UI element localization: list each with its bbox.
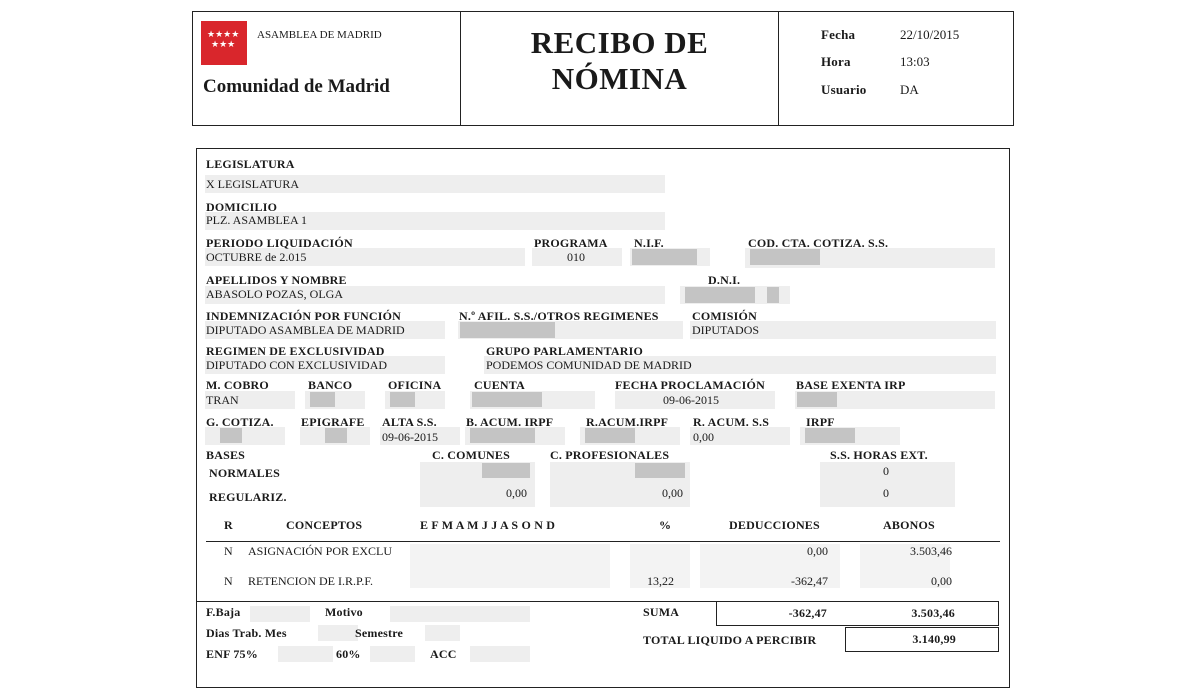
nif-label: N.I.F. bbox=[634, 236, 664, 250]
fbaja-label: F.Baja bbox=[206, 605, 241, 619]
horas-ext-label: S.S. HORAS EXT. bbox=[830, 448, 928, 462]
g-cotiza-label: G. COTIZA. bbox=[206, 415, 274, 429]
table-header-rule bbox=[206, 541, 1000, 542]
redacted-afiliacion bbox=[460, 322, 555, 338]
legislatura-value: X LEGISLATURA bbox=[206, 177, 299, 191]
c-comunes-value: 0,00 bbox=[506, 486, 527, 500]
indemnizacion-value: DIPUTADO ASAMBLEA DE MADRID bbox=[206, 323, 405, 337]
suma-label: SUMA bbox=[643, 605, 680, 619]
fecha-proclamacion-value: 09-06-2015 bbox=[663, 393, 719, 407]
suma-deducciones: -362,47 bbox=[788, 606, 827, 620]
header-divider bbox=[778, 12, 779, 125]
r-acum-ss-value: 0,00 bbox=[693, 430, 714, 444]
row-concepto: ASIGNACIÓN POR EXCLU bbox=[248, 544, 393, 558]
c-comunes-label: C. COMUNES bbox=[432, 448, 511, 462]
total-label: TOTAL LIQUIDO A PERCIBIR bbox=[643, 633, 817, 647]
redacted-base-exenta bbox=[797, 392, 837, 407]
hora-value: 13:03 bbox=[900, 54, 930, 69]
usuario-label: Usuario bbox=[821, 82, 867, 97]
regimen-label: REGIMEN DE EXCLUSIVIDAD bbox=[206, 344, 385, 358]
b-acum-irpf-label: B. ACUM. IRPF bbox=[466, 415, 554, 429]
pct60-label: 60% bbox=[336, 647, 361, 661]
footer-rule bbox=[196, 601, 716, 602]
alta-label: ALTA S.S. bbox=[382, 415, 437, 429]
grupo-value: PODEMOS COMUNIDAD DE MADRID bbox=[486, 358, 692, 372]
field-background bbox=[250, 606, 310, 622]
redacted-epigrafe bbox=[325, 428, 347, 443]
row-concepto: RETENCION DE I.R.P.F. bbox=[248, 574, 374, 588]
comision-value: DIPUTADOS bbox=[692, 323, 760, 337]
legislatura-label: LEGISLATURA bbox=[206, 157, 295, 171]
banco-label: BANCO bbox=[308, 378, 353, 392]
redacted-banco bbox=[310, 392, 335, 407]
col-conceptos-header: CONCEPTOS bbox=[286, 518, 363, 532]
semestre-label: Semestre bbox=[355, 626, 404, 640]
title-line-1: RECIBO DE bbox=[530, 25, 709, 60]
field-background bbox=[390, 606, 530, 622]
fecha-proclamacion-label: FECHA PROCLAMACIÓN bbox=[615, 378, 765, 392]
total-box bbox=[845, 627, 999, 652]
redacted-c-profesionales bbox=[635, 463, 685, 478]
row-abonos: 0,00 bbox=[931, 574, 952, 588]
regimen-value: DIPUTADO CON EXCLUSIVIDAD bbox=[206, 358, 388, 372]
row-r: N bbox=[224, 574, 233, 588]
r-acum-irpf-label: R.ACUM.IRPF bbox=[586, 415, 669, 429]
redacted-irpf bbox=[805, 428, 855, 443]
title-line-2: NÓMINA bbox=[551, 61, 688, 96]
org-small-label: ASAMBLEA DE MADRID bbox=[257, 29, 382, 41]
normales-label: NORMALES bbox=[209, 466, 280, 480]
field-background bbox=[318, 625, 358, 641]
acc-label: ACC bbox=[430, 647, 457, 661]
bases-label: BASES bbox=[206, 448, 246, 462]
regulariz-label: REGULARIZ. bbox=[209, 490, 287, 504]
row-deducciones: 0,00 bbox=[807, 544, 828, 558]
cod-cta-label: COD. CTA. COTIZA. S.S. bbox=[748, 236, 889, 250]
domicilio-label: DOMICILIO bbox=[206, 200, 278, 214]
org-name: Comunidad de Madrid bbox=[203, 76, 390, 97]
suma-abonos: 3.503,46 bbox=[911, 606, 955, 620]
row-abonos: 3.503,46 bbox=[910, 544, 952, 558]
apellidos-label: APELLIDOS Y NOMBRE bbox=[206, 273, 347, 287]
fecha-value: 22/10/2015 bbox=[900, 27, 960, 42]
indemnizacion-label: INDEMNIZACIÓN POR FUNCIÓN bbox=[206, 309, 402, 323]
redacted-dni bbox=[685, 287, 755, 303]
fecha-label: Fecha bbox=[821, 27, 856, 42]
col-months-header: E F M A M J J A S O N D bbox=[420, 518, 556, 532]
dias-trab-label: Dias Trab. Mes bbox=[206, 626, 287, 640]
total-value: 3.140,99 bbox=[912, 632, 956, 646]
programa-label: PROGRAMA bbox=[534, 236, 608, 250]
alta-value: 09-06-2015 bbox=[382, 430, 438, 444]
base-exenta-label: BASE EXENTA IRP bbox=[796, 378, 906, 392]
redacted-g-cotiza bbox=[220, 428, 242, 443]
irpf-label: IRPF bbox=[806, 415, 835, 429]
redacted-nif bbox=[632, 249, 697, 265]
receipt-header bbox=[192, 11, 1014, 126]
row-deducciones: -362,47 bbox=[791, 574, 828, 588]
cuenta-label: CUENTA bbox=[474, 378, 525, 392]
redacted-r-acum-irpf bbox=[585, 428, 635, 443]
suma-box bbox=[716, 601, 999, 626]
periodo-label: PERIODO LIQUIDACIÓN bbox=[206, 236, 353, 250]
r-acum-ss-label: R. ACUM. S.S bbox=[693, 415, 770, 429]
redacted-cod-cta bbox=[750, 249, 820, 265]
mcobro-label: M. COBRO bbox=[206, 378, 269, 392]
oficina-label: OFICINA bbox=[388, 378, 442, 392]
c-profesionales-label: C. PROFESIONALES bbox=[550, 448, 670, 462]
horas-ext-value-normales: 0 bbox=[883, 464, 889, 478]
document-title bbox=[461, 25, 778, 97]
redacted-cuenta bbox=[472, 392, 542, 407]
motivo-label: Motivo bbox=[325, 605, 363, 619]
months-background bbox=[410, 544, 610, 588]
dni-label: D.N.I. bbox=[708, 273, 741, 287]
grupo-label: GRUPO PARLAMENTARIO bbox=[486, 344, 644, 358]
redacted-oficina bbox=[390, 392, 415, 407]
domicilio-value: PLZ. ASAMBLEA 1 bbox=[206, 213, 308, 227]
epigrafe-label: EPIGRAFE bbox=[301, 415, 365, 429]
c-profesionales-value: 0,00 bbox=[662, 486, 683, 500]
col-deducciones-header: DEDUCCIONES bbox=[729, 518, 820, 532]
programa-value: 010 bbox=[567, 250, 585, 264]
comision-label: COMISIÓN bbox=[692, 309, 757, 323]
row-pct: 13,22 bbox=[647, 574, 674, 588]
redacted-c-comunes bbox=[482, 463, 530, 478]
afiliacion-label: N.º AFIL. S.S./OTROS REGIMENES bbox=[459, 309, 659, 323]
usuario-value: DA bbox=[900, 82, 919, 97]
field-background bbox=[370, 646, 415, 662]
row-r: N bbox=[224, 544, 233, 558]
col-r-header: R bbox=[224, 518, 233, 532]
field-background bbox=[425, 625, 460, 641]
field-background bbox=[278, 646, 333, 662]
col-abonos-header: ABONOS bbox=[883, 518, 935, 532]
horas-ext-value-regulariz: 0 bbox=[883, 486, 889, 500]
field-background bbox=[470, 646, 530, 662]
apellidos-value: ABASOLO POZAS, OLGA bbox=[206, 287, 344, 301]
periodo-value: OCTUBRE de 2.015 bbox=[206, 250, 307, 264]
comunidad-madrid-logo: ★★★★ ★★★ bbox=[201, 21, 247, 65]
mcobro-value: TRAN bbox=[206, 393, 239, 407]
col-pct-header: % bbox=[659, 518, 672, 532]
enf-label: ENF 75% bbox=[206, 647, 258, 661]
hora-label: Hora bbox=[821, 54, 851, 69]
redacted-b-acum bbox=[470, 428, 535, 443]
redacted-dni-letter bbox=[767, 287, 779, 303]
